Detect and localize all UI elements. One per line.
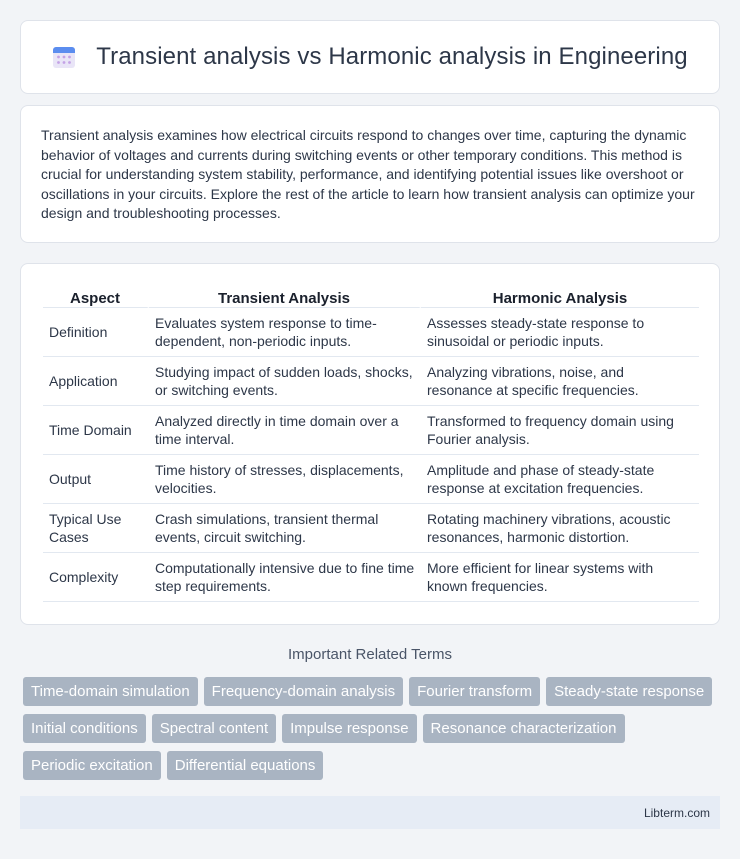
row-transient: Computationally intensive due to fine time step requirements. bbox=[149, 553, 421, 602]
row-transient: Crash simulations, transient thermal events, circuit switching. bbox=[149, 504, 421, 553]
row-aspect: Output bbox=[43, 455, 149, 504]
header-card bbox=[20, 20, 720, 94]
intro-card bbox=[20, 105, 720, 243]
table-row bbox=[43, 308, 699, 357]
related-term-tag[interactable]: Steady-state response bbox=[546, 677, 712, 706]
related-term-tag[interactable]: Periodic excitation bbox=[23, 751, 161, 780]
row-harmonic: Transformed to frequency domain using Fourier analysis. bbox=[421, 406, 699, 455]
row-transient: Evaluates system response to time-dependent, non-periodic inputs. bbox=[149, 308, 421, 357]
table-row bbox=[43, 504, 699, 553]
comparison-table-card bbox=[20, 263, 720, 625]
related-term-tag[interactable]: Fourier transform bbox=[409, 677, 540, 706]
row-aspect: Time Domain bbox=[43, 406, 149, 455]
related-term-tag[interactable]: Resonance characterization bbox=[423, 714, 625, 743]
row-transient: Time history of stresses, displacements, velocities. bbox=[149, 455, 421, 504]
row-harmonic: More efficient for linear systems with known frequencies. bbox=[421, 553, 699, 602]
row-aspect: Typical Use Cases bbox=[43, 504, 149, 553]
row-aspect: Definition bbox=[43, 308, 149, 357]
header-transient: Transient Analysis bbox=[149, 284, 421, 308]
row-harmonic: Analyzing vibrations, noise, and resonance at specific frequencies. bbox=[421, 357, 699, 406]
related-terms-title: Important Related Terms bbox=[288, 646, 452, 663]
table-row bbox=[43, 406, 699, 455]
footer-site-link[interactable]: Libterm.com bbox=[643, 805, 710, 820]
header-aspect: Aspect bbox=[43, 284, 149, 308]
related-term-tag[interactable]: Impulse response bbox=[282, 714, 416, 743]
row-aspect: Complexity bbox=[43, 553, 149, 602]
table-row bbox=[43, 553, 699, 602]
row-harmonic: Amplitude and phase of steady-state response at excitation frequencies. bbox=[421, 455, 699, 504]
row-aspect: Application bbox=[43, 357, 149, 406]
related-term-tag[interactable]: Differential equations bbox=[167, 751, 324, 780]
comparison-table bbox=[43, 284, 699, 602]
related-term-tag[interactable]: Spectral content bbox=[152, 714, 276, 743]
table-header-row bbox=[43, 284, 699, 308]
related-terms-list bbox=[23, 677, 723, 780]
header-inner bbox=[52, 43, 687, 71]
table-row bbox=[43, 455, 699, 504]
row-harmonic: Rotating machinery vibrations, acoustic resonances, harmonic distortion. bbox=[421, 504, 699, 553]
intro-paragraph: Transient analysis examines how electrical circuits respond to changes over time, capturing the dynamic behavior of voltages and currents during switching events or other temporary conditions. This method is crucial for understanding system stability, performance, and identifying potential issues like overshoot or oscillations in your circuits. Explore the rest of the article to learn how transient analysis can optimize your design and troubleshooting processes. bbox=[41, 127, 695, 222]
related-term-tag[interactable]: Initial conditions bbox=[23, 714, 146, 743]
header-harmonic: Harmonic Analysis bbox=[421, 284, 699, 308]
row-harmonic: Assesses steady-state response to sinusoidal or periodic inputs. bbox=[421, 308, 699, 357]
row-transient: Analyzed directly in time domain over a time interval. bbox=[149, 406, 421, 455]
page-title: Transient analysis vs Harmonic analysis in Engineering bbox=[96, 43, 688, 70]
table-row bbox=[43, 357, 699, 406]
footer bbox=[20, 796, 720, 829]
related-term-tag[interactable]: Time-domain simulation bbox=[23, 677, 198, 706]
calendar-grid-icon bbox=[52, 45, 76, 69]
row-transient: Studying impact of sudden loads, shocks, or switching events. bbox=[149, 357, 421, 406]
related-term-tag[interactable]: Frequency-domain analysis bbox=[204, 677, 403, 706]
